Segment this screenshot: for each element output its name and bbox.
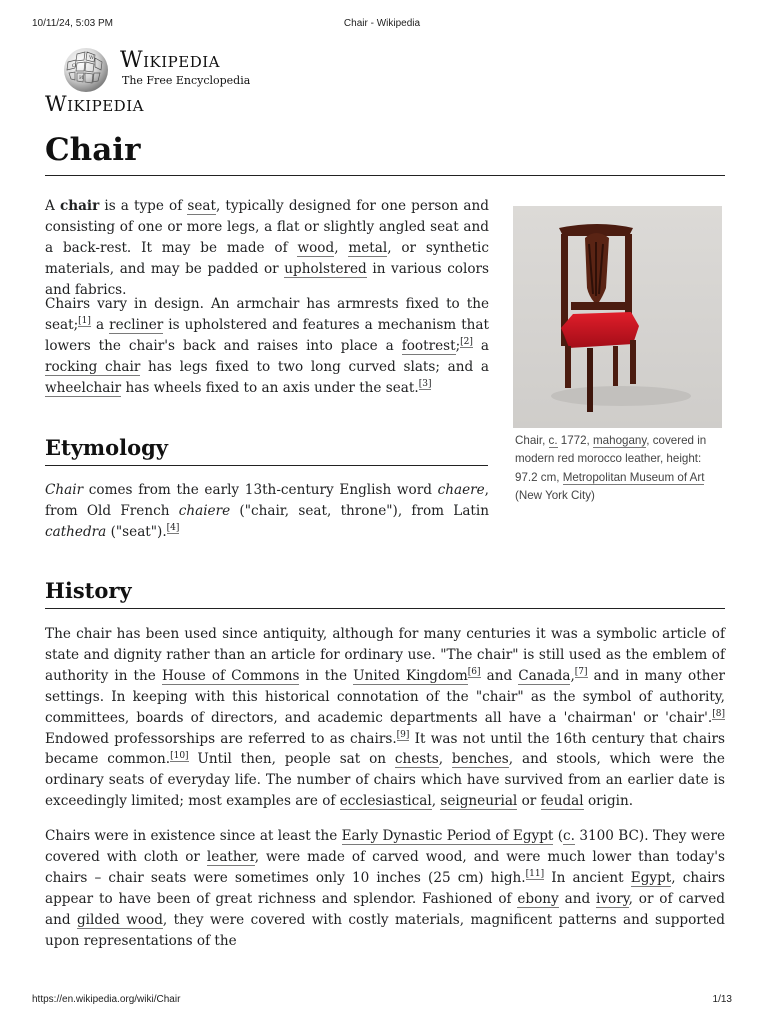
- intro-paragraph-2: Chairs vary in design. An armchair has armrests fixed to the seat;[1] a recliner is upholstered and features a mechanism that lowers the chair's back and raises into place a footrest;[2] a rocking chair has legs fixed to two long curved slats; and a wheelchair has wheels fixed to an axis under the seat.[3]: [45, 296, 490, 396]
- wikipedia-wordmark: Wikipedia: [120, 48, 220, 73]
- heading-history: History: [45, 576, 725, 609]
- citation-7[interactable]: [7]: [574, 667, 588, 678]
- citation-8[interactable]: [8]: [712, 709, 725, 720]
- heading-etymology: Etymology: [45, 433, 488, 466]
- caption-link-museum[interactable]: Metropolitan Museum of Art: [562, 470, 705, 484]
- svg-text:И: И: [79, 75, 84, 81]
- link-canada[interactable]: Canada: [518, 667, 571, 684]
- history-paragraph-1: The chair has been used since antiquity, although for many centuries it was a symbolic article of state and dignity rather than an article for ordinary use. "The chair" is still used as the emblem of authority in the House of Commons in the United Kingdom[6] and Canada,[7] and in many other settings. In keeping with this historical connotation of the "chair" as the symbol of authority, committees, boards of directors, and academic departments all have a 'chairman' or 'chair'.[8] Endowed professorships are referred to as chairs.[9] It was not until the 16th century that chairs became common.[10] Until then, people sat on chests, benches, and stools, which were the ordinary seats of everyday life. The number of chairs which have survived from an earlier date is exceedingly limited; most examples are of ecclesiastical, seigneurial or feudal origin.: [45, 626, 726, 810]
- link-leather[interactable]: leather: [206, 848, 255, 865]
- link-house-of-commons[interactable]: House of Commons: [161, 667, 300, 684]
- link-seat[interactable]: seat: [187, 198, 216, 214]
- link-united-kingdom[interactable]: United Kingdom: [353, 667, 468, 684]
- citation-9[interactable]: [9]: [396, 730, 410, 740]
- link-gilded-wood[interactable]: gilded wood: [76, 911, 163, 928]
- citation-3[interactable]: [3]: [418, 379, 432, 390]
- print-footer: [32, 994, 732, 1008]
- citation-10[interactable]: [10]: [170, 750, 189, 761]
- link-ivory[interactable]: ivory: [596, 890, 629, 907]
- print-url: https://en.wikipedia.org/wiki/Chair: [32, 994, 181, 1005]
- citation-6[interactable]: [6]: [467, 667, 481, 678]
- link-feudal[interactable]: feudal: [540, 793, 584, 810]
- history-paragraph-2: Chairs were in existence since at least the Early Dynastic Period of Egypt (c. 3100 BC). They were covered with cloth or leather, were made of carved wood, and were much lower than today's chairs – chair seats were sometimes only 10 inches (25 cm) high.[11] In ancient Egypt, chairs appear to have been of great richness and splendor. Fashioned of ebony and ivory, or of carved and gilded wood, they were covered with costly materials, magnificent patterns and supported upon representations of the: [45, 828, 726, 949]
- figure-caption: Chair, c. 1772, mahogany, covered in modern red morocco leather, height: 97.2 cm, Metropolitan Museum of Art (New York City): [515, 434, 707, 502]
- link-recliner[interactable]: recliner: [109, 316, 164, 333]
- link-upholstered[interactable]: upholstered: [284, 260, 367, 277]
- link-metal[interactable]: metal: [348, 239, 388, 256]
- citation-11[interactable]: [11]: [525, 869, 545, 880]
- link-footrest[interactable]: footrest: [401, 337, 456, 354]
- link-wood[interactable]: wood: [297, 239, 335, 256]
- caption-link-circa[interactable]: c.: [548, 434, 558, 447]
- link-circa[interactable]: c.: [563, 828, 575, 844]
- link-chests[interactable]: chests: [394, 751, 439, 768]
- citation-2[interactable]: [2]: [460, 337, 473, 348]
- print-datetime: 10/11/24, 5:03 PM: [32, 18, 113, 29]
- site-name: Wikipedia: [45, 92, 144, 116]
- link-ebony[interactable]: ebony: [517, 890, 559, 907]
- print-page-number: 1/13: [712, 994, 732, 1005]
- link-benches[interactable]: benches: [451, 751, 509, 768]
- print-header: [32, 18, 732, 32]
- citation-1[interactable]: [1]: [78, 316, 91, 327]
- wikipedia-globe-icon: [62, 46, 110, 94]
- wikipedia-logo[interactable]: [62, 46, 262, 96]
- chair-photo[interactable]: [513, 206, 722, 428]
- link-wheelchair[interactable]: wheelchair: [45, 379, 122, 396]
- link-egypt[interactable]: Egypt: [630, 869, 672, 886]
- citation-4[interactable]: [4]: [166, 523, 180, 534]
- page-title: Chair: [45, 128, 725, 176]
- link-rocking-chair[interactable]: rocking chair: [45, 358, 141, 375]
- svg-text:W: W: [89, 55, 95, 61]
- intro-paragraph-1: A chair is a type of seat, typically designed for one person and consisting of one or more legs, a flat or slightly angled seat and a back-rest. It may be made of wood, metal, or synthetic materials, and may be padded or upholstered in various colors and fabrics.: [45, 198, 489, 298]
- bold-term-chair: chair: [59, 198, 100, 214]
- link-seigneurial[interactable]: seigneurial: [440, 793, 518, 810]
- print-page-title: Chair - Wikipedia: [343, 18, 421, 29]
- chair-illustration: [513, 206, 722, 428]
- caption-link-mahogany[interactable]: mahogany: [593, 434, 647, 447]
- svg-text:Ω: Ω: [72, 63, 77, 69]
- link-early-dynastic-egypt[interactable]: Early Dynastic Period of Egypt: [341, 828, 554, 844]
- link-ecclesiastical[interactable]: ecclesiastical: [339, 793, 432, 810]
- etymology-paragraph: Chair comes from the early 13th-century English word chaere, from Old French chaiere ("chair, seat, throne"), from Latin cathedra ("seat").[4]: [45, 482, 489, 540]
- wikipedia-tagline: The Free Encyclopedia: [122, 74, 251, 87]
